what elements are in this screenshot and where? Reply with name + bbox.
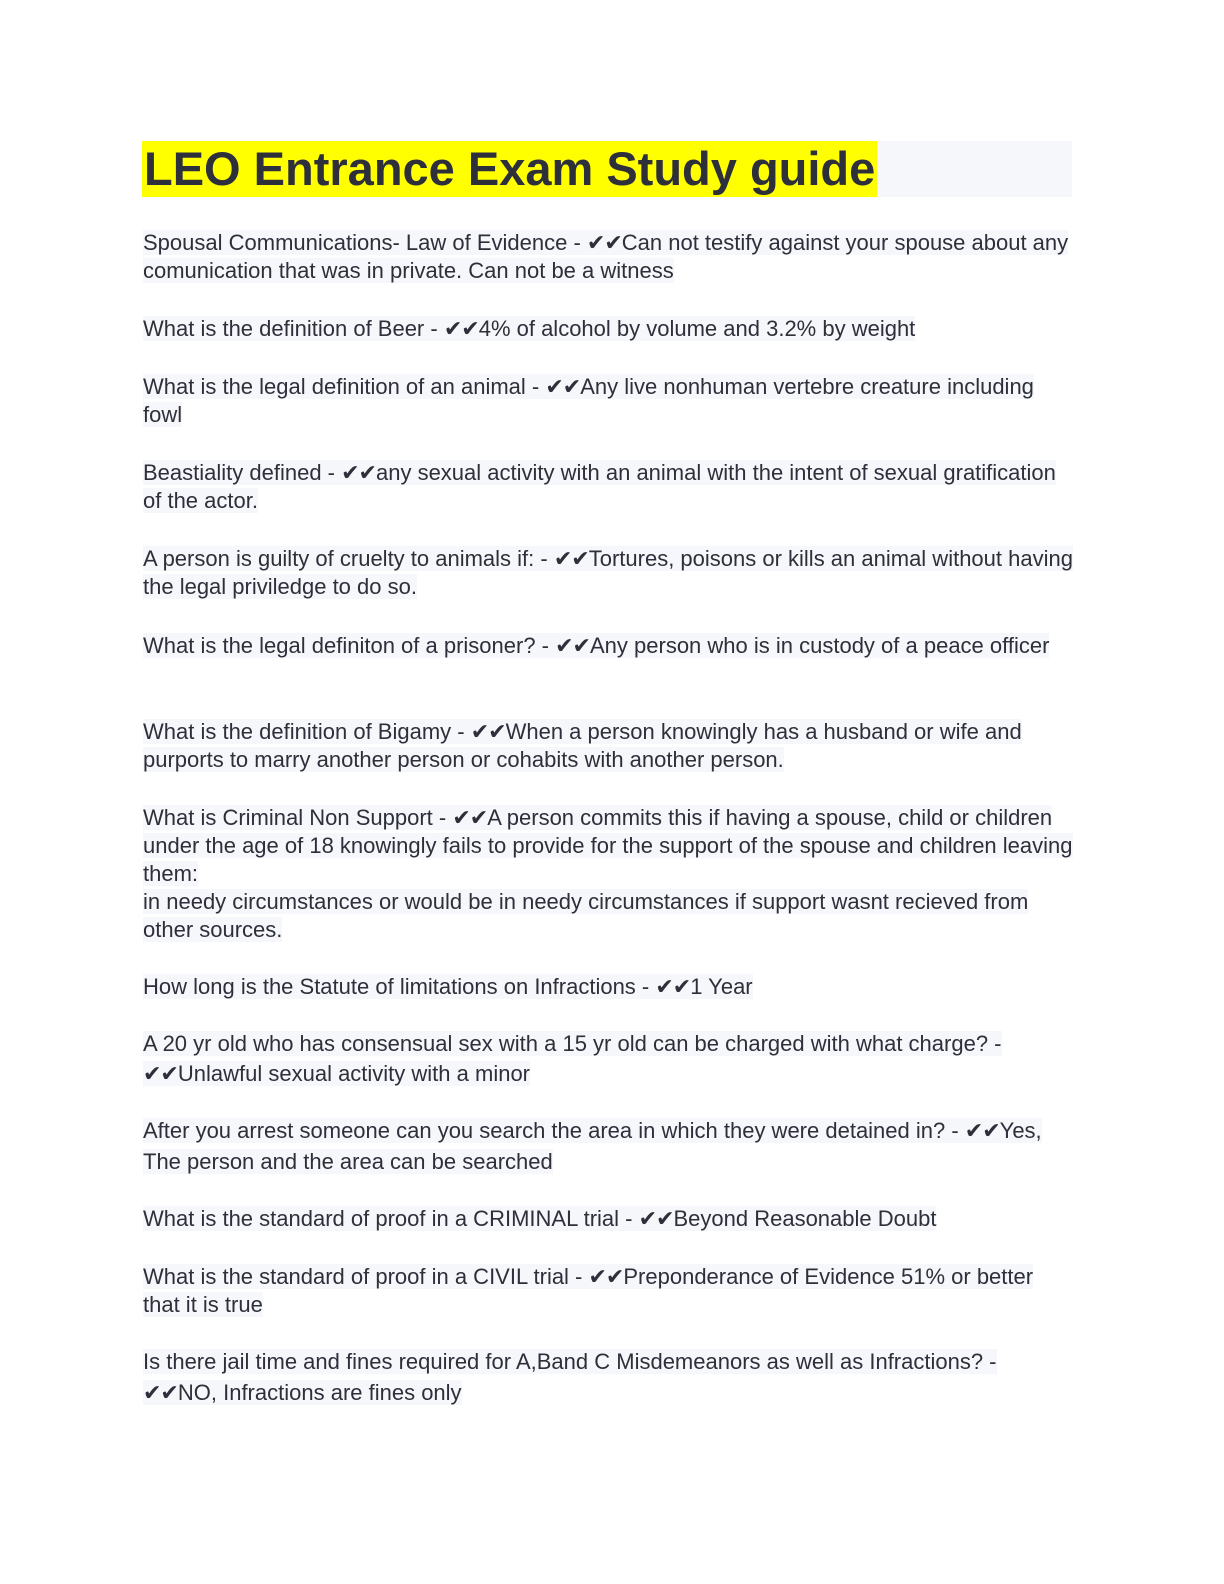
question-text: What is the definition of Bigamy - <box>143 719 471 744</box>
answer-text: 1 Year <box>690 974 753 999</box>
answer-text: Tortures, poisons or kills an animal without having the legal priviledge to do so. <box>143 546 1073 599</box>
question-text: A 20 yr old who has consensual sex with a 15 yr old can be charged with what charge? - <box>143 1031 1002 1056</box>
document-title: LEO Entrance Exam Study guide <box>144 142 876 195</box>
question-text: What is the standard of proof in a CIVIL trial - <box>143 1264 589 1289</box>
qa-item-8 <box>143 804 1073 944</box>
question-text: What is the standard of proof in a CRIMINAL trial - <box>143 1206 639 1231</box>
answer-text: Any person who is in custody of a peace officer <box>590 633 1050 658</box>
question-text: Is there jail time and fines required for A,Band C Misdemeanors as well as Infractions? - <box>143 1349 997 1374</box>
qa-item-4 <box>143 459 1073 515</box>
qa-item-12 <box>143 1205 1073 1233</box>
answer-text: Beyond Reasonable Doubt <box>673 1206 937 1231</box>
qa-item-5 <box>143 545 1073 601</box>
qa-item-14 <box>143 1346 1073 1408</box>
qa-item-10 <box>143 1029 1073 1089</box>
answer-text: Can not testify against your spouse about any comunication that was in private. Can not be a witness <box>143 230 1069 283</box>
question-text: After you arrest someone can you search the area in which they were detained in? - <box>143 1118 965 1143</box>
check-icon: ✔✔ <box>586 230 622 255</box>
check-icon: ✔✔ <box>143 1061 178 1086</box>
check-icon: ✔✔ <box>341 460 376 485</box>
qa-item-7 <box>143 718 1073 774</box>
check-icon: ✔✔ <box>588 1264 624 1289</box>
answer-text: any sexual activity with an animal with the intent of sexual gratification of the actor. <box>143 460 1056 513</box>
qa-item-6 <box>143 632 1073 660</box>
check-icon: ✔✔ <box>470 719 506 744</box>
qa-item-11 <box>143 1115 1073 1177</box>
answer-text: Preponderance of Evidence 51% or better that it is true <box>143 1264 1034 1317</box>
qa-item-3 <box>143 373 1073 429</box>
question-text: What is Criminal Non Support - <box>143 805 453 830</box>
answer-continuation: in needy circumstances or would be in needy circumstances if support wasnt recieved from other sources. <box>143 889 1029 942</box>
qa-item-9 <box>143 973 1073 1001</box>
question-text: What is the definition of Beer - <box>143 316 444 341</box>
answer-text: Any live nonhuman vertebre creature including fowl <box>143 374 1034 427</box>
answer-text: Unlawful sexual activity with a minor <box>177 1061 531 1086</box>
question-text: Beastiality defined - <box>143 460 342 485</box>
question-text: How long is the Statute of limitations on Infractions - <box>143 974 656 999</box>
check-icon: ✔✔ <box>655 974 691 999</box>
question-text: A person is guilty of cruelty to animals if: - <box>143 546 554 571</box>
answer-text: NO, Infractions are fines only <box>177 1380 462 1405</box>
question-text: What is the legal definition of an animal - <box>143 374 546 399</box>
check-icon: ✔✔ <box>553 546 589 571</box>
check-icon: ✔✔ <box>452 805 488 830</box>
check-icon: ✔✔ <box>143 1380 178 1405</box>
answer-text: Yes, The person and the area can be searched <box>143 1118 1042 1174</box>
check-icon: ✔✔ <box>443 316 479 341</box>
qa-item-13 <box>143 1263 1073 1319</box>
question-text: Spousal Communications- Law of Evidence - <box>143 230 587 255</box>
check-icon: ✔✔ <box>964 1118 1000 1143</box>
check-icon: ✔✔ <box>555 633 590 658</box>
check-icon: ✔✔ <box>545 374 581 399</box>
question-text: What is the legal definiton of a prisoner? - <box>143 633 556 658</box>
qa-item-1 <box>143 229 1073 285</box>
answer-text: When a person knowingly has a husband or wife and purports to marry another person or cohabits with another person. <box>143 719 1022 772</box>
qa-item-2 <box>143 315 1073 343</box>
answer-text: 4% of alcohol by volume and 3.2% by weight <box>478 316 916 341</box>
answer-text: A person commits this if having a spouse, child or children under the age of 18 knowingly fails to provide for the support of the spouse and children leaving them: <box>143 805 1073 886</box>
check-icon: ✔✔ <box>638 1206 674 1231</box>
